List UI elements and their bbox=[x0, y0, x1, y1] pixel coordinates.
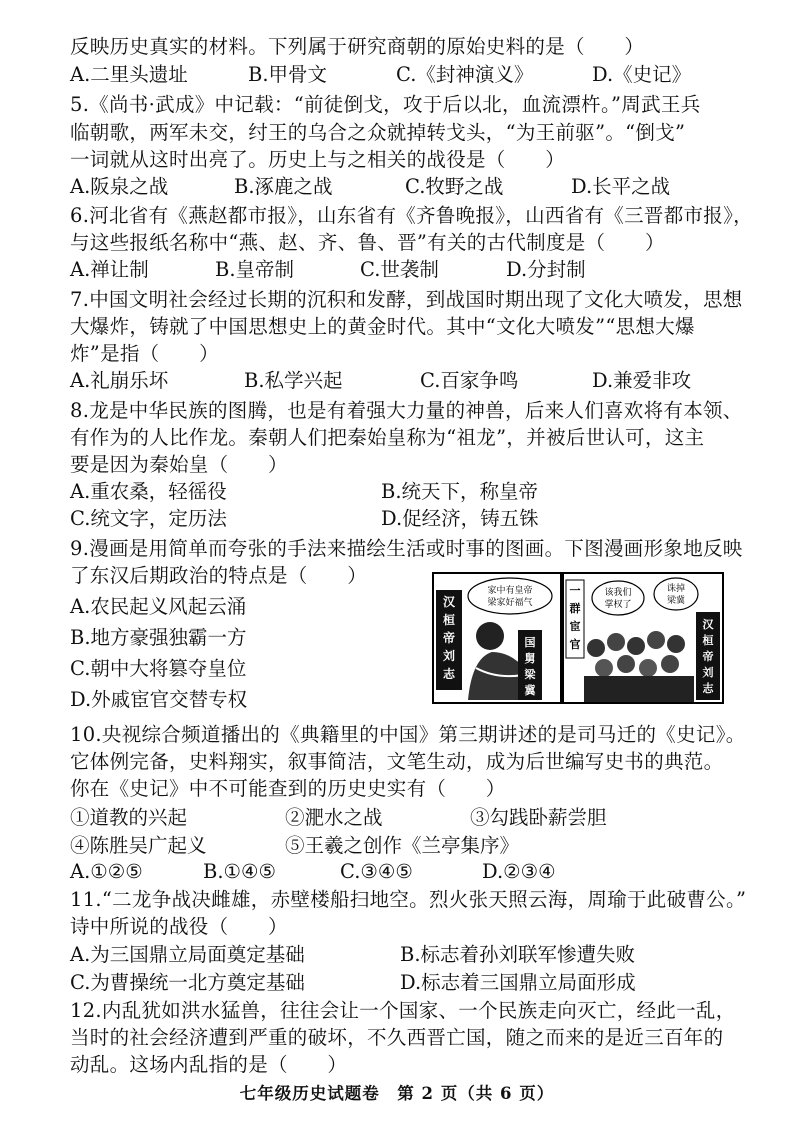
q8-option-a: A.重农桑，轻徭役 bbox=[70, 480, 227, 503]
page-footer: 七年级历史试题卷 第 2 页（共 6 页） bbox=[239, 1084, 555, 1103]
q7-line-3: 炸”是指（ ） bbox=[70, 342, 219, 365]
left-banner-2: 舅 bbox=[524, 652, 536, 665]
q10-line-1: 10.央视综合频道播出的《典籍里的中国》第三期讲述的是司马迁的《史记》。 bbox=[70, 723, 746, 746]
left-bubble-line-1: 家中有皇帝 bbox=[487, 586, 533, 596]
q4-option-c: C.《封神演义》 bbox=[396, 63, 534, 86]
right-bubble1-line-1: 该我们 bbox=[604, 588, 632, 598]
q7-option-b: B.私学兴起 bbox=[244, 369, 343, 392]
left-banner-4: 冀 bbox=[524, 684, 536, 697]
right-label-4: 刘 bbox=[702, 666, 714, 679]
q12-line-3: 动乱。这场内乱指的是（ ） bbox=[70, 1053, 348, 1076]
q12-line-2: 当时的社会经济遭到严重的破坏，不久西晋亡国，随之而来的是近三百年的 bbox=[70, 1026, 724, 1049]
q11-option-a: A.为三国鼎立局面奠定基础 bbox=[70, 943, 305, 966]
left-speech-bubble bbox=[468, 578, 552, 614]
q6-line-1: 6.河北省有《燕赵都市报》，山东省有《齐鲁晚报》，山西省有《三晋都市报》， bbox=[70, 204, 753, 227]
q8-line-3: 要是因为秦始皇（ ） bbox=[70, 453, 288, 476]
q11-option-c: C.为曹操统一北方奠定基础 bbox=[70, 971, 305, 994]
q9-option-d: D.外戚宦官交替专权 bbox=[70, 688, 248, 711]
q9-option-c: C.朝中大将篡夺皇位 bbox=[70, 657, 247, 680]
right-vertical-4: 官 bbox=[569, 638, 581, 651]
q10-item-4: ④陈胜吴广起义 bbox=[70, 834, 207, 857]
right-label-2: 桓 bbox=[702, 634, 714, 647]
q4-stem-tail: 反映历史真实的材料。下列属于研究商朝的原始史料的是（ ） bbox=[70, 35, 645, 58]
q5-line-3: 一词就从这时出亮了。历史上与之相关的战役是（ ） bbox=[70, 148, 566, 171]
q5-option-b: B.涿鹿之战 bbox=[234, 175, 333, 198]
right-label-1: 汉 bbox=[702, 618, 714, 631]
q9-line-2: 了东汉后期政治的特点是（ ） bbox=[70, 564, 368, 587]
q6-option-c: C.世袭制 bbox=[360, 258, 439, 281]
q6-option-a: A.禅让制 bbox=[70, 258, 149, 281]
q6-option-d: D.分封制 bbox=[506, 258, 586, 281]
q10-option-b: B.①④⑤ bbox=[203, 860, 276, 883]
q11-option-b: B.标志着孙刘联军惨遭失败 bbox=[400, 943, 636, 966]
q9-option-b: B.地方豪强独霸一方 bbox=[70, 626, 247, 649]
right-label-3: 帝 bbox=[702, 650, 714, 663]
political-cartoon bbox=[432, 572, 724, 704]
right-bubble2-line-2: 梁冀 bbox=[666, 596, 686, 606]
q8-line-1: 8.龙是中华民族的图腾，也是有着强大力量的神兽，后来人们喜欢将有本领、 bbox=[70, 399, 743, 422]
q5-line-1: 5.《尚书·武成》中记载：“前徒倒戈，攻于后以北，血流漂杵。”周武王兵 bbox=[70, 93, 701, 116]
q10-line-3: 你在《史记》中不可能查到的历史史实有（ ） bbox=[70, 777, 506, 800]
q4-option-b: B.甲骨文 bbox=[248, 63, 328, 86]
left-label-2: 桓 bbox=[442, 613, 456, 627]
left-label-3: 帝 bbox=[442, 631, 456, 645]
left-banner-3: 梁 bbox=[524, 668, 536, 681]
right-vertical-1: 一 bbox=[569, 584, 581, 597]
q10-option-c: C.③④⑤ bbox=[340, 860, 413, 883]
q7-option-d: D.兼爱非攻 bbox=[592, 369, 692, 392]
q8-option-b: B.统天下，称皇帝 bbox=[381, 480, 539, 503]
q12-line-1: 12.内乱犹如洪水猛兽，往往会让一个国家、一个民族走向灭亡，经此一乱， bbox=[70, 999, 736, 1022]
left-label-4: 刘 bbox=[442, 649, 456, 663]
left-bubble-line-2: 梁家好福气 bbox=[487, 598, 533, 608]
q5-option-d: D.长平之战 bbox=[571, 175, 671, 198]
left-label-1: 汉 bbox=[442, 595, 456, 609]
right-label-5: 志 bbox=[702, 682, 714, 695]
q10-line-2: 它体例完备，史料翔实，叙事简洁，文笔生动，成为后世编写史书的典范。 bbox=[70, 750, 724, 773]
q10-item-1: ①道教的兴起 bbox=[70, 806, 188, 829]
right-bubble2-line-1: 诛掉 bbox=[666, 584, 686, 594]
q7-option-c: C.百家争鸣 bbox=[420, 369, 519, 392]
q11-line-2: 诗中所说的战役（ ） bbox=[70, 915, 288, 938]
q5-line-2: 临朝歌，两军未交，纣王的乌合之众就掉转戈头，“为王前驱”。“倒戈” bbox=[70, 121, 686, 144]
left-label-5: 志 bbox=[442, 667, 456, 681]
right-bubble1-line-2: 掌权了 bbox=[604, 600, 632, 610]
q4-option-d: D.《史记》 bbox=[592, 63, 692, 86]
q10-option-a: A.①②⑤ bbox=[70, 860, 143, 883]
q7-line-1: 7.中国文明社会经过长期的沉积和发酵，到战国时期出现了文化大喷发，思想 bbox=[70, 288, 743, 311]
q10-item-2: ②淝水之战 bbox=[285, 806, 383, 829]
q7-line-2: 大爆炸，铸就了中国思想史上的黄金时代。其中“文化大喷发”“思想大爆 bbox=[70, 315, 695, 338]
q10-item-5: ⑤王羲之创作《兰亭集序》 bbox=[285, 834, 520, 857]
q6-option-b: B.皇帝制 bbox=[215, 258, 295, 281]
q4-option-a: A.二里头遗址 bbox=[70, 63, 188, 86]
q8-option-c: C.统文字，定历法 bbox=[70, 507, 227, 530]
q11-option-d: D.标志着三国鼎立局面形成 bbox=[400, 971, 636, 994]
right-vertical-2: 群 bbox=[569, 602, 581, 615]
right-vertical-3: 宦 bbox=[569, 620, 581, 633]
q5-option-c: C.牧野之战 bbox=[405, 175, 504, 198]
q9-line-1: 9.漫画是用简单而夸张的手法来描绘生活或时事的图画。下图漫画形象地反映 bbox=[70, 537, 743, 560]
q10-option-d: D.②③④ bbox=[482, 860, 556, 883]
q5-option-a: A.阪泉之战 bbox=[70, 175, 169, 198]
q6-line-2: 与这些报纸名称中“燕、赵、齐、鲁、晋”有关的古代制度是（ ） bbox=[70, 231, 665, 254]
q7-option-a: A.礼崩乐坏 bbox=[70, 369, 169, 392]
q8-line-2: 有作为的人比作龙。秦朝人们把秦始皇称为“祖龙”，并被后世认可，这主 bbox=[70, 426, 705, 449]
q11-line-1: 11.“二龙争战决雌雄，赤壁楼船扫地空。烈火张天照云海，周瑜于此破曹公。” bbox=[70, 888, 747, 911]
left-banner-1: 国 bbox=[524, 636, 536, 649]
q9-option-a: A.农民起义风起云涌 bbox=[70, 595, 247, 618]
q8-option-d: D.促经济，铸五铢 bbox=[381, 507, 539, 530]
q10-item-3: ③勾践卧薪尝胆 bbox=[470, 806, 607, 829]
